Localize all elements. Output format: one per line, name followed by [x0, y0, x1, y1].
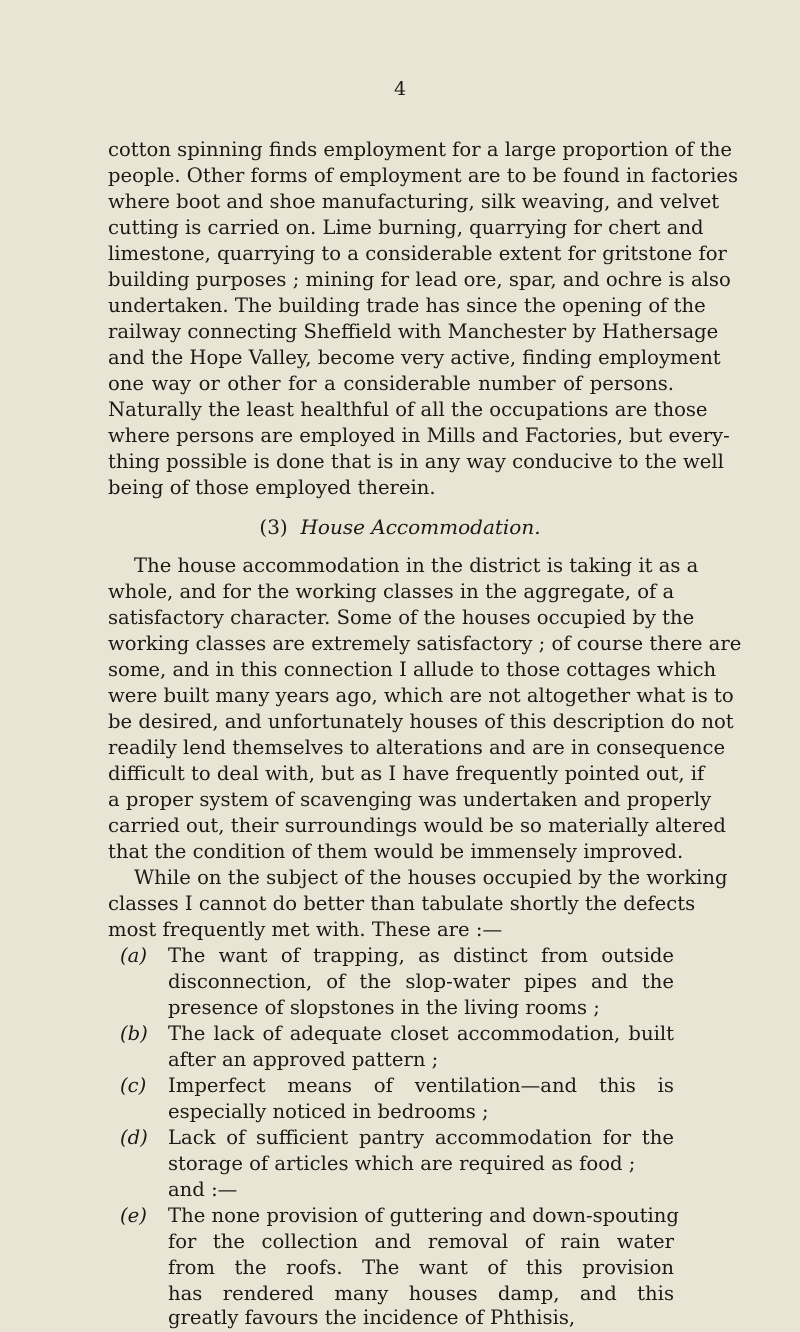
text-line: classes I cannot do better than tabulate shortly the defects — [108, 892, 696, 915]
text-line: The house accommodation in the district is taking it as a — [134, 554, 699, 577]
text-line: thing possible is done that is in any way conducive to the well — [108, 450, 724, 473]
list-item-label: (d) — [120, 1126, 148, 1149]
text-line: after an approved pattern ; — [168, 1048, 439, 1071]
section-title: House Accommodation. — [300, 515, 541, 539]
text-line: limestone, quarrying to a considerable extent for gritstone for — [108, 242, 727, 265]
text-line: disconnection, of the slop-water pipes and the — [168, 970, 674, 993]
list-item-label: (a) — [120, 944, 147, 967]
list-item-label: (b) — [120, 1022, 148, 1045]
text-line: whole, and for the working classes in the aggregate, of a — [108, 580, 675, 603]
text-line: The none provision of guttering and down-spouting — [168, 1204, 679, 1227]
text-line: While on the subject of the houses occupied by the working — [134, 866, 728, 889]
text-line: working classes are extremely satisfactory ; of course there are — [108, 632, 742, 655]
text-line: greatly favours the incidence of Phthisis, — [168, 1306, 576, 1329]
section-heading — [0, 514, 800, 540]
text-line: has rendered many houses damp, and this — [168, 1282, 674, 1305]
text-line: railway connecting Sheffield with Manchester by Hathersage — [108, 320, 719, 343]
text-line: undertaken. The building trade has since the opening of the — [108, 294, 706, 317]
text-line: were built many years ago, which are not altogether what is to — [108, 684, 734, 707]
text-line: Imperfect means of ventilation—and this is — [168, 1074, 674, 1097]
text-line: The lack of adequate closet accommodation, built — [168, 1022, 674, 1045]
text-line: Lack of sufficient pantry accommodation for the — [168, 1126, 674, 1149]
text-line: a proper system of scavenging was undertaken and properly — [108, 788, 712, 811]
section-number: (3) — [259, 515, 288, 539]
list-item-label: (c) — [120, 1074, 147, 1097]
text-line: where persons are employed in Mills and Factories, but every- — [108, 424, 730, 447]
text-line: from the roofs. The want of this provision — [168, 1256, 674, 1279]
text-line: one way or other for a considerable number of persons. — [108, 372, 674, 395]
text-line: The want of trapping, as distinct from outside — [168, 944, 674, 967]
text-line: cotton spinning finds employment for a large proportion of the — [108, 138, 732, 161]
text-line: for the collection and removal of rain water — [168, 1230, 674, 1253]
text-line: Naturally the least healthful of all the occupations are those — [108, 398, 708, 421]
text-line: carried out, their surroundings would be so materially altered — [108, 814, 726, 837]
text-line: most frequently met with. These are :— — [108, 918, 503, 941]
text-line: readily lend themselves to alterations and are in consequence — [108, 736, 726, 759]
text-line: difficult to deal with, but as I have frequently pointed out, if — [108, 762, 705, 785]
text-line: and :— — [168, 1178, 238, 1201]
page-number: 4 — [393, 78, 407, 100]
text-line: some, and in this connection I allude to those cottages which — [108, 658, 717, 681]
text-line: cutting is carried on. Lime burning, quarrying for chert and — [108, 216, 704, 239]
text-line: where boot and shoe manufacturing, silk weaving, and velvet — [108, 190, 720, 213]
text-line: people. Other forms of employment are to be found in factories — [108, 164, 739, 187]
text-line: being of those employed therein. — [108, 476, 436, 499]
text-line: be desired, and unfortunately houses of this description do not — [108, 710, 734, 733]
text-line: and the Hope Valley, become very active, finding employment — [108, 346, 721, 369]
text-line: that the condition of them would be immensely improved. — [108, 840, 684, 863]
text-line: building purposes ; mining for lead ore, spar, and ochre is also — [108, 268, 731, 291]
text-line: storage of articles which are required as food ; — [168, 1152, 636, 1175]
list-item-label: (e) — [120, 1204, 147, 1227]
text-line: presence of slopstones in the living rooms ; — [168, 996, 600, 1019]
text-line: satisfactory character. Some of the houses occupied by the — [108, 606, 695, 629]
text-line: especially noticed in bedrooms ; — [168, 1100, 489, 1123]
